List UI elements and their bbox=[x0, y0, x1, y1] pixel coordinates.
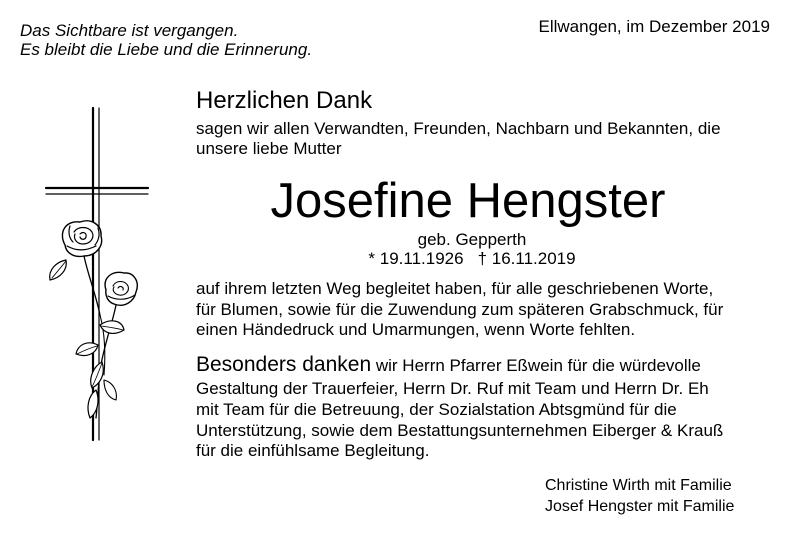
quote-line-1: Das Sichtbare ist vergangen. bbox=[20, 21, 239, 40]
paragraph-2-line-1 bbox=[196, 354, 701, 377]
signer-2: Josef Hengster mit Familie bbox=[545, 498, 735, 515]
birth-date: * 19.11.1926 bbox=[368, 249, 464, 268]
signer-1: Christine Wirth mit Familie bbox=[545, 477, 732, 494]
paragraph-2-line-5: für die einfühlsame Begleitung. bbox=[196, 441, 430, 460]
paragraph-1-line-2: für Blumen, sowie für die Zuwendung zum späteren Grabschmuck, für bbox=[196, 300, 724, 319]
deceased-name: Josefine Hengster bbox=[270, 174, 666, 228]
paragraph-2-line-1-text: wir Herrn Pfarrer Eßwein für die würdevolle bbox=[371, 356, 701, 375]
thanks-heading: Herzlichen Dank bbox=[196, 87, 373, 114]
quote-line-2: Es bleibt die Liebe und die Erinnerung. bbox=[20, 40, 313, 59]
paragraph-1-line-3: einen Händedruck und Umarmungen, wenn Worte fehlten. bbox=[196, 320, 636, 339]
birth-name: geb. Gepperth bbox=[417, 230, 527, 249]
besonders-heading: Besonders danken bbox=[196, 353, 372, 376]
place-date: Ellwangen, im Dezember 2019 bbox=[538, 17, 770, 36]
paragraph-2-line-2: Gestaltung der Trauerfeier, Herrn Dr. Ruf mit Team und Herrn Dr. Eh bbox=[196, 379, 709, 398]
paragraph-2-line-3: mit Team für die Betreuung, der Sozialstation Abtsgmünd für die bbox=[196, 400, 677, 419]
death-date: † 16.11.2019 bbox=[477, 249, 576, 268]
cross-with-rose-icon bbox=[38, 100, 158, 445]
intro-line-2: unsere liebe Mutter bbox=[196, 139, 342, 158]
life-dates bbox=[196, 249, 748, 269]
paragraph-2-line-4: Unterstützung, sowie dem Bestattungsunternehmen Eiberger & Krauß bbox=[196, 421, 724, 440]
intro-line-1: sagen wir allen Verwandten, Freunden, Nachbarn und Bekannten, die bbox=[196, 119, 721, 138]
paragraph-1-line-1: auf ihrem letzten Weg begleitet haben, für alle geschriebenen Worte, bbox=[196, 279, 714, 298]
